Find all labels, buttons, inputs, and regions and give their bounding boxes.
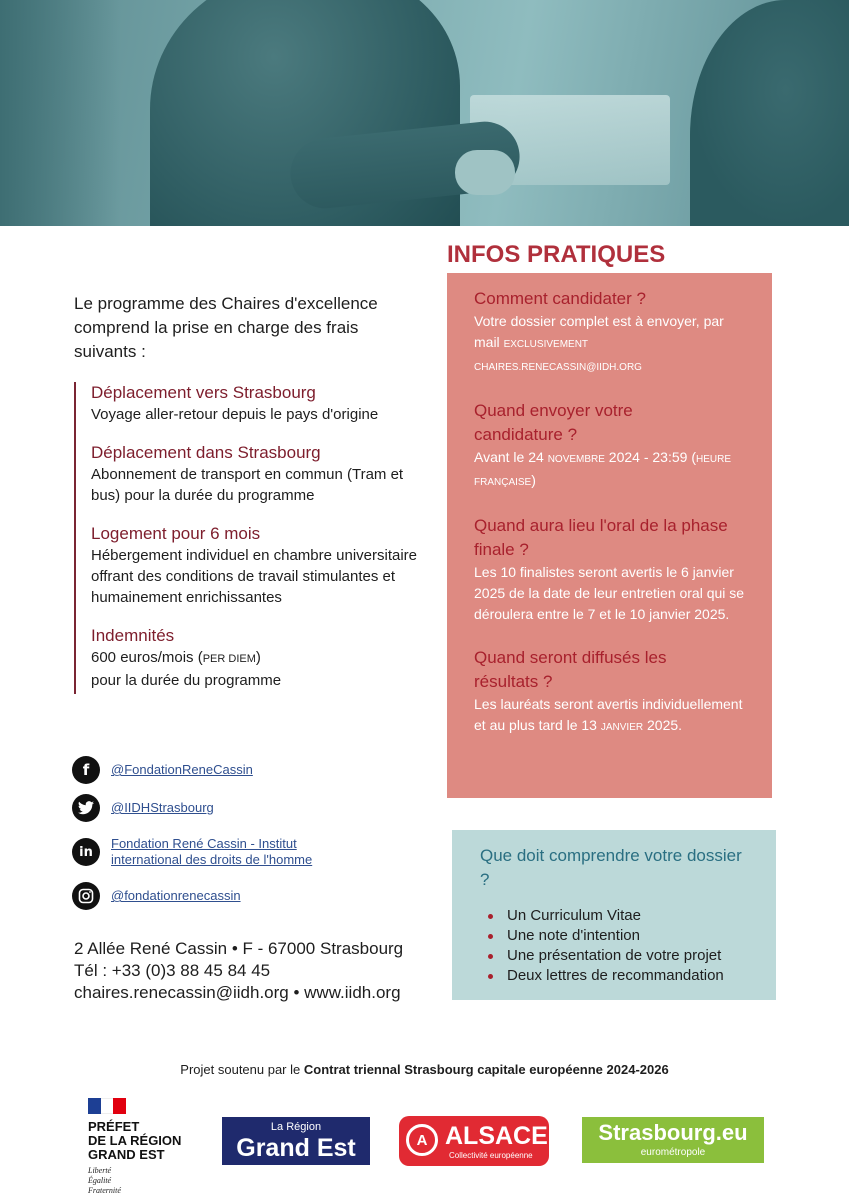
faq-answer: Votre dossier complet est à envoyer, par mail EXCLUSIVEMENT CHAIRES.RENECASSIN@IIDH.ORG [474,313,724,373]
strasbourg-logo: Strasbourg.eu eurométropole [582,1117,764,1163]
dossier-list [480,906,748,986]
marianne-flag-icon [88,1098,126,1114]
feature-text: Voyage aller-retour depuis le pays d'origine [91,406,379,423]
feature-text: Hébergement individuel en chambre universitaire offrant des conditions de travail stimulantes et humainement enrichissantes [91,547,418,606]
prefet-logo: PRÉFET DE LA RÉGION GRAND EST Liberté Égalité Fraternité [88,1098,208,1196]
feature-item [91,382,434,425]
social-facebook [72,756,412,784]
faq-item [474,514,750,625]
faq-question: Quand seront diffusés les résultats ? [474,648,667,691]
faq-answer: Les 10 finalistes seront avertis le 6 janvier 2025 de la date de leur entretien oral qui se déroulera entre le 7 et le 10 janvier 2025. [474,564,745,622]
alsace-logo: A ALSACE Collectivité européenne [399,1116,549,1166]
contact-address [74,938,403,1004]
social-links [72,756,412,920]
twitter-link[interactable]: @IIDHStrasbourg [111,800,214,815]
instagram-icon[interactable] [72,882,100,910]
linkedin-link[interactable]: Fondation René Cassin - Institut international des droits de l'homme [111,836,313,867]
social-instagram [72,882,412,910]
support-line: Projet soutenu par le Contrat triennal Strasbourg capitale européenne 2024-2026 [180,1062,669,1077]
faq-question: Quand aura lieu l'oral de la phase finale ? [474,516,728,559]
faq-item [474,399,750,493]
facebook-icon[interactable]: f [72,756,100,784]
feature-title: Logement pour 6 mois [91,524,261,543]
list-item: Un Curriculum Vitae [480,906,748,926]
features-list [74,382,434,694]
feature-title: Déplacement vers Strasbourg [91,383,316,402]
faq-question: Quand envoyer votre candidature ? [474,401,633,444]
social-twitter [72,794,412,822]
faq-answer: Avant le 24 NOVEMBRE 2024 - 23:59 (HEURE FRANÇAISE) [474,449,731,488]
faq-item [474,287,750,378]
intro-text: Le programme des Chaires d'excellence comprend la prise en charge des frais suivants : [74,294,378,361]
infos-box [447,273,772,798]
grand-est-logo: La Région Grand Est [222,1117,370,1165]
faq-question: Comment candidater ? [474,289,646,308]
infos-title: INFOS PRATIQUES [447,241,666,268]
list-item: Une présentation de votre projet [480,946,748,966]
feature-text: 600 euros/mois (PER DIEM) pour la durée du programme [91,649,282,689]
facebook-link[interactable]: @FondationReneCassin [111,762,253,777]
faq-answer: Les lauréats seront avertis individuellement et au plus tard le 13 JANVIER 2025. [474,696,743,733]
dossier-title: Que doit comprendre votre dossier ? [480,846,742,889]
feature-text: Abonnement de transport en commun (Tram et bus) pour la durée du programme [91,466,404,504]
list-item: Une note d'intention [480,926,748,946]
social-linkedin [72,832,412,872]
faq-item [474,646,750,738]
twitter-icon[interactable] [72,794,100,822]
hero-photo [0,0,849,226]
list-item: Deux lettres de recommandation [480,966,748,986]
feature-item [91,625,434,691]
feature-title: Indemnités [91,626,175,645]
instagram-link[interactable]: @fondationrenecassin [111,888,241,903]
feature-title: Déplacement dans Strasbourg [91,443,321,462]
feature-item [91,442,434,506]
linkedin-icon[interactable]: in [72,838,100,866]
alsace-badge-icon: A [406,1124,438,1156]
dossier-box [452,830,776,1000]
email-web-line[interactable]: chaires.renecassin@iidh.org • www.iidh.org [74,983,401,1002]
address-line: 2 Allée René Cassin • F - 67000 Strasbourg [74,939,404,958]
feature-item [91,523,434,608]
phone-line: Tél : +33 (0)3 88 45 84 45 [74,961,271,980]
